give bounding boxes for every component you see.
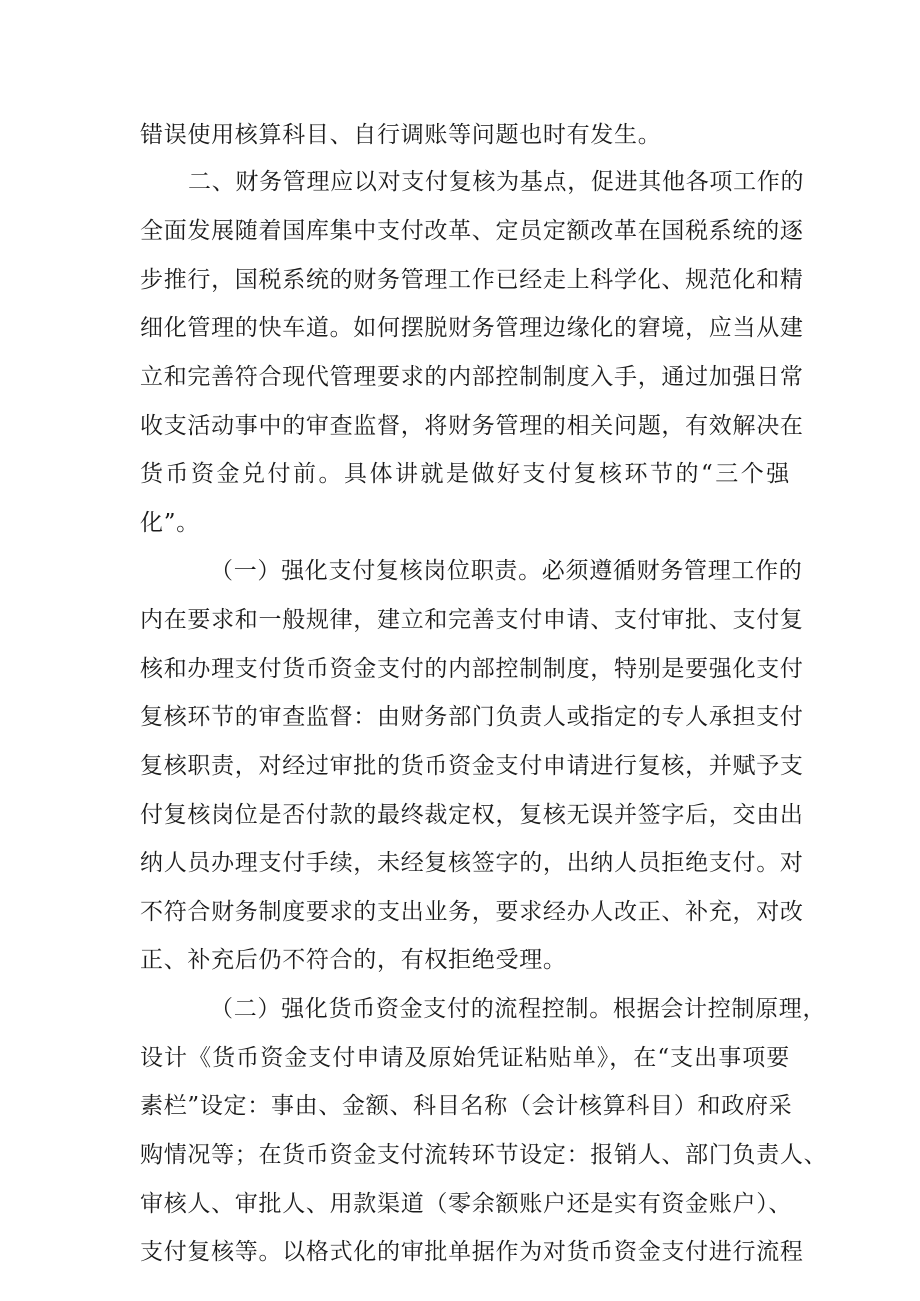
paragraph-3-line-3: 购情况等；在货币资金支付流转环节设定：报销人、部门负责人、 (140, 1142, 828, 1168)
paragraph-2-line-7: 不符合财务制度要求的支出业务，要求经办人改正、补充，对改 (140, 899, 804, 925)
paragraph-2-line-5: 付复核岗位是否付款的最终裁定权，复核无误并签字后，交由出 (140, 802, 804, 828)
paragraph-1-line-3: 细化管理的快车道。如何摆脱财务管理边缘化的窘境，应当从建 (140, 315, 804, 341)
paragraph-2-line-8: 正、补充后仍不符合的，有权拒绝受理。 (140, 947, 567, 973)
paragraph-3-line-0: （二）强化货币资金支付的流程控制。根据会计控制原理， (210, 996, 827, 1022)
paragraph-1-line-2: 步推行，国税系统的财务管理工作已经走上科学化、规范化和精 (140, 267, 804, 293)
paragraph-2-line-6: 纳人员办理支付手续，未经复核签字的，出纳人员拒绝支付。对 (140, 850, 804, 876)
paragraph-3-line-5: 支付复核等。以格式化的审批单据作为对货币资金支付进行流程 (140, 1239, 804, 1265)
paragraph-1-line-0: 二、财务管理应以对支付复核为基点，促进其他各项工作的 (188, 169, 805, 195)
paragraph-2-line-1: 内在要求和一般规律，建立和完善支付申请、支付审批、支付复 (140, 607, 804, 633)
paragraph-3-line-4: 审核人、审批人、用款渠道（零余额账户还是实有资金账户）、 (140, 1191, 793, 1217)
paragraph-3-line-1: 设计《货币资金支付申请及原始凭证粘贴单》，在“支出事项要 (140, 1045, 790, 1071)
paragraph-2-line-3: 复核环节的审查监督：由财务部门负责人或指定的专人承担支付 (140, 704, 804, 730)
paragraph-1-line-6: 货币资金兑付前。具体讲就是做好支付复核环节的“三个强 (140, 461, 790, 487)
paragraph-2-line-4: 复核职责，对经过审批的货币资金支付申请进行复核，并赋予支 (140, 753, 804, 779)
paragraph-1-line-5: 收支活动事中的审查监督，将财务管理的相关问题，有效解决在 (140, 413, 804, 439)
paragraph-2-line-2: 核和办理支付货币资金支付的内部控制制度，特别是要强化支付 (140, 656, 804, 682)
paragraph-3-line-2: 素栏”设定：事由、金额、科目名称（会计核算科目）和政府采 (140, 1093, 793, 1119)
paragraph-1-line-7: 化”。 (140, 510, 200, 536)
paragraph-1-line-4: 立和完善符合现代管理要求的内部控制制度入手，通过加强日常 (140, 364, 804, 390)
paragraph-1-line-1: 全面发展随着国库集中支付改革、定员定额改革在国税系统的逐 (140, 218, 804, 244)
paragraph-0-line-0: 错误使用核算科目、自行调账等问题也时有发生。 (140, 122, 662, 148)
paragraph-2-line-0: （一）强化支付复核岗位职责。必须遵循财务管理工作的 (210, 558, 803, 584)
